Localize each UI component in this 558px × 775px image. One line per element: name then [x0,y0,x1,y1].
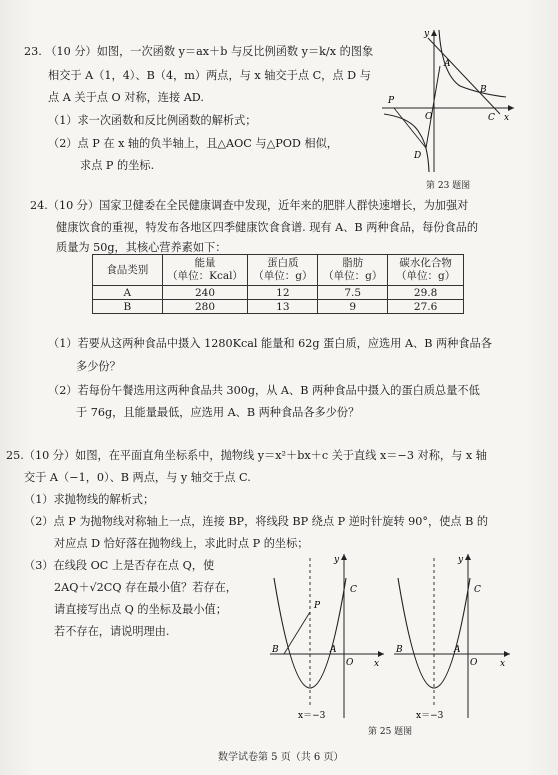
q24-line-1: 24.（10 分）国家卫健委在全民健康调查中发现，近年来的肥胖人群快速增长，为加强对 [30,199,469,212]
q23-fig-label-b: B [480,85,487,95]
q24-line-3: 质量为 50g，其核心营养素如下： [56,241,227,254]
table-header: 脂肪 （单位：g） [318,255,388,286]
q25-right-label-y: y [458,555,464,565]
table-cell: 29.8 [388,286,464,300]
q24-part-2: （2）若每份午餐选用这两种食品共 300g，从 A、B 两种食品中摄入的蛋白质总量不低 [48,384,480,397]
table-header: 能量 （单位：Kcal） [162,255,248,286]
table-header-row [93,255,464,286]
q23-line-6: 求点 P 的坐标. [80,159,155,172]
q24-line-2: 健康饮食的重视，特发布各地区四季健康饮食食谱. 现有 A、B 两种食品，每份食品的 [56,221,479,234]
q25-right-label-c: C [474,585,481,595]
q25-left-label-x: x [374,659,380,669]
table-cell: 27.6 [388,300,464,314]
q23-line-4: （1）求一次函数和反比例函数的解析式； [48,114,257,127]
q23-line-3: 点 A 关于点 O 对称，连接 AD. [48,91,204,104]
q25-left-label-o: O [346,658,354,668]
q25-left-label-y: y [334,555,340,565]
q25-line-3: （1）求抛物线的解析式； [24,493,155,506]
q23-fig-label-c: C [488,113,495,123]
table-header: 蛋白质 （单位：g） [248,255,318,286]
q25-left-label-a: A [330,645,337,655]
q25-right-label-b: B [396,645,403,655]
table-cell: 240 [162,286,248,300]
q23-fig-label-d: D [414,151,422,161]
q25-left-label-p: P [314,601,321,611]
table-header: 碳水化合物 （单位：g） [388,255,464,286]
table-cell: 13 [248,300,318,314]
q25-line-8: 请直接写出点 Q 的坐标及最小值； [54,603,227,616]
table-cell: 7.5 [318,286,388,300]
q25-line-4: （2）点 P 为抛物线对称轴上一点，连接 BP，将线段 BP 绕点 P 逆时针旋转 90°，使点 B 的 [24,515,489,528]
q23-line-5: （2）点 P 在 x 轴的负半轴上，且△AOC 与△POD 相似， [48,137,338,150]
q23-figure-caption: 第 23 题图 [426,181,471,191]
q23-fig-label-x: x [504,113,510,123]
q23-line-2: 相交于 A（1，4）、B（4，m）两点，与 x 轴交于点 C，点 D 与 [48,69,371,82]
q25-right-label-x: x [500,659,506,669]
table-cell: 12 [248,286,318,300]
q25-right-axis-note: x＝−3 [416,711,444,721]
q24-part-1: （1）若要从这两种食品中摄入 1280Kcal 能量和 62g 蛋白质，应选用 A、B 两种食品各 [48,337,492,350]
q25-line-6: （3）在线段 OC 上是否存在点 Q，使 [24,559,215,572]
table-row [93,286,464,300]
q23-fig-label-a: A [444,59,451,69]
table-header: 食品类别 [93,255,163,286]
table-cell: 9 [318,300,388,314]
q25-line-7: 2AQ＋√2CQ 存在最小值？若存在， [54,581,237,594]
q25-line-2: 交于 A（−1，0）、B 两点，与 y 轴交于点 C. [24,471,251,484]
q25-right-label-a: A [454,645,461,655]
q25-line-1: 25.（10 分）如图，在平面直角坐标系中，抛物线 y＝x²＋bx＋c 关于直线 x＝−3 对称，与 x 轴 [6,449,487,462]
q25-figure-right [388,548,514,724]
table-cell: B [93,300,163,314]
nutrition-table [92,254,464,314]
table-cell: A [93,286,163,300]
q25-line-5: 对应点 D 恰好落在抛物线上，求此时点 P 的坐标； [54,537,309,550]
q23-figure [376,22,516,180]
q25-left-axis-note: x＝−3 [298,711,326,721]
q23-fig-label-y: y [424,29,430,39]
q24-part-1-cont: 多少份？ [76,360,121,373]
table-row [93,300,464,314]
q25-left-label-c: C [350,585,357,595]
table-cell: 280 [162,300,248,314]
page-footer: 数学试卷第 5 页（共 6 页） [218,752,344,763]
q23-fig-label-p: P [388,96,395,106]
q24-part-2-cont: 于 76g，且能量最低，应选用 A、B 两种食品各多少份？ [76,406,360,419]
q25-figure-caption: 第 25 题图 [368,727,413,737]
q23-line-1: 23. （10 分）如图，一次函数 y＝ax＋b 与反比例函数 y＝k/x 的图象 [24,45,374,58]
q25-left-label-b: B [272,645,279,655]
q25-right-label-o: O [470,658,478,668]
q23-fig-label-o: O [425,112,433,122]
q25-figure-left [264,548,388,724]
q25-line-9: 若不存在，请说明理由. [54,625,170,638]
